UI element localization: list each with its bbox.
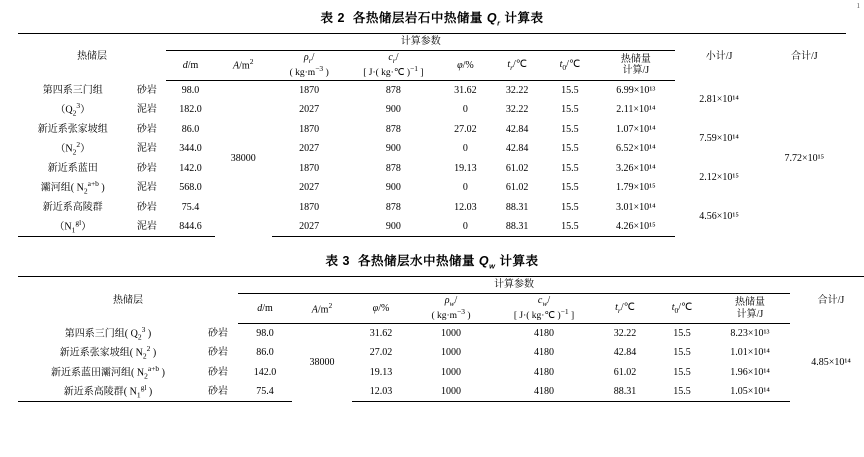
- table2-total: 7.72×10¹⁵: [784, 152, 825, 164]
- table2-rock-type: 砂岩: [136, 123, 157, 135]
- table3-q: 8.23×10¹³: [730, 328, 770, 340]
- table3-rock-type: 砂岩: [208, 347, 228, 359]
- table2-c: 900: [347, 217, 440, 237]
- table3-t0: 15.5: [673, 328, 691, 340]
- table2-t0: 15.5: [561, 201, 579, 213]
- table2-phi: 27.02: [454, 123, 477, 135]
- table3-d: 98.0: [256, 328, 274, 340]
- table3-caption: [18, 251, 846, 271]
- table3-q: 1.01×10¹⁴: [730, 347, 770, 359]
- table3-col-tr: $t_r/℃$: [615, 301, 635, 315]
- table2-phi: 0: [462, 143, 468, 155]
- table3-header-params-group: 计算参数: [238, 276, 790, 293]
- table-row: [18, 81, 846, 101]
- table3-col-t0: $t_0/℃$: [671, 301, 693, 315]
- table2-c: 900: [385, 182, 401, 194]
- page-corner-mark: 1: [856, 2, 860, 10]
- table2-rock-type: 砂岩: [136, 84, 157, 96]
- table3-layer-name: 新近系高陵群( $N_1^{gl}$ ): [18, 382, 198, 402]
- table2-t0: 15.5: [561, 123, 579, 135]
- table2-layer-name: 新近系蓝田: [47, 162, 98, 174]
- table2-d: 844.6: [166, 217, 215, 237]
- table2-subtotal: 4.56×10¹⁵: [699, 211, 739, 223]
- table3-t0: 15.5: [673, 366, 691, 378]
- table2-caption: [18, 8, 846, 28]
- table2-t0: 15.5: [561, 104, 579, 116]
- table-row: [18, 120, 846, 140]
- table3-layer-name: 新近系张家坡组( $N_2^2$ ): [59, 344, 157, 361]
- table3-rho: 1000: [441, 328, 461, 340]
- table3-q: 1.96×10¹⁴: [730, 366, 770, 378]
- table3-col-c-w: $c_w/$ [ J·( kg·℃ )$^{-1}$ ]: [513, 294, 575, 322]
- table2-t0: 15.5: [561, 182, 579, 194]
- table2-d: 75.4: [181, 201, 200, 213]
- table2-col-tr: $t_r/℃$: [507, 58, 528, 72]
- table2-phi: 12.03: [454, 201, 477, 213]
- table2-q: 3.26×10¹⁴: [616, 162, 656, 174]
- table2-rho: 1870: [299, 123, 320, 135]
- table2-rho: 1870: [299, 201, 320, 213]
- table3-rho: 1000: [410, 382, 492, 402]
- table2-rock-type: 砂岩: [136, 162, 157, 174]
- table2-c: 878: [385, 162, 401, 174]
- table2-col-d: d/m: [182, 59, 199, 71]
- table3-caption-text: 各热储层水中热储量 $Q_w$ 计算表: [357, 254, 539, 271]
- table3-d: 75.4: [238, 382, 292, 402]
- table2-layer-code: $(N_2^2)$: [55, 139, 91, 157]
- table2-tr: 88.31: [505, 201, 529, 213]
- table2-d: 344.0: [179, 143, 202, 155]
- table3-d: 86.0: [256, 347, 274, 359]
- table2-rock-type: 泥岩: [136, 182, 157, 194]
- table3-tr: 88.31: [596, 382, 654, 402]
- table2-subtotal: 7.59×10¹⁴: [699, 133, 739, 145]
- table2-tr: 88.31: [491, 217, 544, 237]
- table2-tr: 61.02: [505, 162, 529, 174]
- table3-col-q: 热储量 计算/J: [735, 297, 765, 320]
- table2-d: 142.0: [179, 162, 202, 174]
- table2-layer-name: 新近系高陵群: [42, 201, 103, 213]
- table3-header-row-1: [18, 276, 864, 293]
- table2-d: 568.0: [179, 182, 202, 194]
- table3-c: 4180: [492, 382, 596, 402]
- table2-d: 98.0: [181, 84, 200, 96]
- table2-phi: 0: [440, 217, 491, 237]
- table3-area: 38000: [309, 357, 335, 369]
- table2-c: 878: [385, 201, 401, 213]
- table2-subtotal: 2.81×10¹⁴: [699, 94, 739, 106]
- table3-header-total: 合计/J: [790, 276, 864, 324]
- table3-layer-name: 新近系蓝田灞河组( $N_2^{a+b}$ ): [51, 363, 165, 380]
- table3-col-phi: φ/%: [372, 302, 390, 314]
- table2-layer-code: 灞河组( $N_2^{a+b}$ ): [40, 178, 105, 196]
- table3-rock-type: 砂岩: [208, 327, 228, 339]
- table3-d: 142.0: [253, 366, 277, 378]
- table3-col-A: $A/m^2$: [311, 300, 333, 315]
- table2-rho: 1870: [299, 162, 320, 174]
- table-row: [18, 159, 846, 179]
- table3-q: 1.05×10¹⁴: [710, 382, 790, 402]
- table2-t0: 15.5: [544, 217, 597, 237]
- table3-header-layer: 热储层: [18, 276, 238, 324]
- table3-rho: 1000: [441, 347, 461, 359]
- table2-area: 38000: [230, 153, 256, 165]
- table3-phi: 12.03: [352, 382, 410, 402]
- table3-c: 4180: [534, 347, 554, 359]
- table2-tr: 42.84: [505, 143, 529, 155]
- table2-q: 2.11×10¹⁴: [616, 104, 656, 116]
- table2-rho: 2027: [299, 182, 320, 194]
- table2-q: 3.01×10¹⁴: [616, 201, 656, 213]
- table2-rock-type: 泥岩: [136, 143, 157, 155]
- table3-rho: 1000: [441, 366, 461, 378]
- table2-header-subtotal: 小计/J: [675, 33, 762, 81]
- table2-col-A: $A/m^2$: [233, 57, 254, 72]
- table2-d: 86.0: [181, 123, 200, 135]
- table2-header-layer: 热储层: [18, 33, 166, 81]
- table-row: [18, 382, 864, 402]
- table3-caption-number: 表 3: [325, 254, 350, 269]
- table2-col-c-r: $c_r/$ [ J·( kg·℃ )$^{-1}$ ]: [363, 51, 424, 79]
- table2-tr: 32.22: [505, 104, 529, 116]
- table2-phi: 19.13: [454, 162, 477, 174]
- table3-phi: 27.02: [369, 347, 393, 359]
- table2-tr: 61.02: [505, 182, 529, 194]
- table2-col-rho-r: $\rho_r/$ ( $kg\cdot m^{-3}$ ): [289, 51, 329, 79]
- table2-layer-name: 新近系张家坡组: [37, 123, 108, 135]
- table-row: [18, 198, 846, 218]
- table2-c: 900: [385, 143, 401, 155]
- table2-header-params-group: 计算参数: [166, 33, 675, 50]
- table2-tr: 32.22: [505, 84, 529, 96]
- table2-c: 900: [385, 104, 401, 116]
- table2-col-phi: φ/%: [457, 59, 474, 71]
- table3-phi: 19.13: [369, 366, 393, 378]
- table2-rho: 2027: [299, 104, 320, 116]
- table2-header-row-1: [18, 33, 846, 50]
- table3-t0: 15.5: [673, 347, 691, 359]
- table2-rock-type: 泥岩: [128, 217, 167, 237]
- table2-q: 4.26×10¹⁵: [596, 217, 675, 237]
- table2-q: 1.07×10¹⁴: [616, 123, 656, 135]
- table2-caption-number: 表 2: [320, 11, 345, 25]
- table2-header-total: 合计/J: [763, 33, 846, 81]
- table3-c: 4180: [534, 328, 554, 340]
- table2-t0: 15.5: [561, 143, 579, 155]
- table2-layer-code: $(Q_2^3)$: [55, 100, 91, 118]
- table2-col-q: 热储量 计算/J: [620, 53, 651, 77]
- table2-phi: 0: [462, 182, 468, 194]
- table3-total: 4.85×10¹⁴: [811, 357, 851, 369]
- table3-layer-name: 第四系三门组( $Q_2^3$ ): [64, 324, 152, 341]
- table2-layer-name: 第四系三门组: [42, 84, 103, 96]
- table-row: [18, 324, 864, 344]
- table2-q: 1.79×10¹⁵: [616, 182, 656, 194]
- table2-rho: 1870: [299, 84, 320, 96]
- table2-layer-code: $(N_1^{gl})$: [18, 217, 128, 237]
- table2-d: 182.0: [179, 104, 202, 116]
- table2-t0: 15.5: [561, 84, 579, 96]
- table2-tr: 42.84: [505, 123, 529, 135]
- table3-col-d: d/m: [257, 302, 273, 314]
- table3-t0: 15.5: [654, 382, 710, 402]
- table2-phi: 31.62: [454, 84, 477, 96]
- table2-rho: 2027: [299, 143, 320, 155]
- table-row: [18, 363, 864, 383]
- table2-caption-text: 各热储层岩石中热储量 $Q_r$ 计算表: [352, 11, 544, 28]
- table2-col-t0: $t_0/℃$: [559, 58, 581, 72]
- table2: [18, 33, 846, 238]
- table2-t0: 15.5: [561, 162, 579, 174]
- table2-q: 6.99×10¹³: [616, 84, 656, 96]
- table3-tr: 42.84: [613, 347, 637, 359]
- table3: [18, 276, 864, 403]
- table3-rock-type: 砂岩: [198, 382, 238, 402]
- table3-col-rho-w: $\rho_w/$ ( $kg\cdot m^{-3}$ ): [431, 294, 471, 322]
- table2-q: 6.52×10¹⁴: [616, 143, 656, 155]
- table2-c: 878: [385, 123, 401, 135]
- table3-tr: 32.22: [613, 328, 637, 340]
- table2-phi: 0: [462, 104, 468, 116]
- table2-rock-type: 砂岩: [136, 201, 157, 213]
- table2-subtotal: 2.12×10¹⁵: [699, 172, 739, 184]
- table2-c: 878: [385, 84, 401, 96]
- table3-tr: 61.02: [613, 366, 637, 378]
- table3-c: 4180: [534, 366, 554, 378]
- table3-phi: 31.62: [369, 328, 393, 340]
- table3-rock-type: 砂岩: [208, 366, 228, 378]
- table2-rho: 2027: [272, 217, 347, 237]
- table2-rock-type: 泥岩: [136, 104, 157, 116]
- table-row: [18, 343, 864, 363]
